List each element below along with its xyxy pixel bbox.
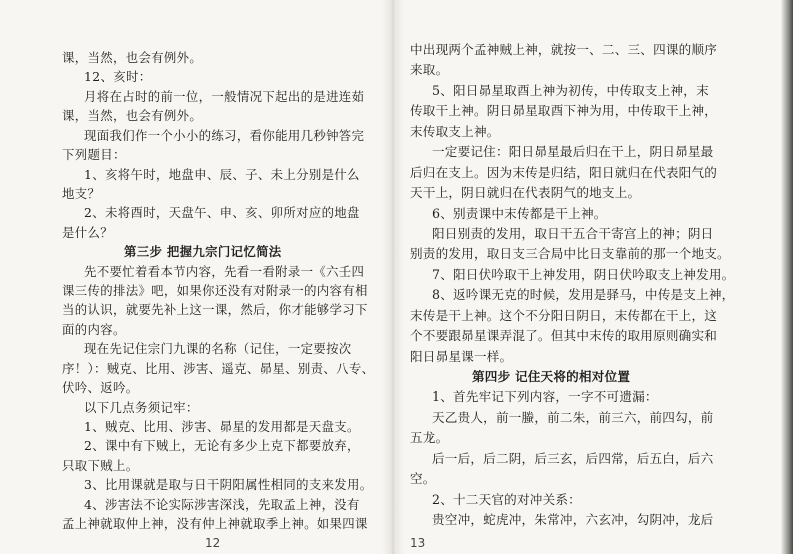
text-line: 先不要忙着看本节内容，先看一看附录一《六壬四 [84,263,365,279]
text-line: 传取干上神。阴日昴星取酉下神为用，中传取干上神， [410,103,718,119]
text-line: 别责的发用，取日支三合局中比日支靠前的那一个地支。 [410,246,730,262]
text-line: 现在先记住宗门九课的名称（记住，一定要按次 [84,341,352,357]
text-line: 12、亥时： [84,69,152,85]
text-line: 1、贼克、比用、涉害、昴星的发用都是天盘支。 [84,418,360,434]
text-line: 天干上，阴日就归在代表阴气的地支上。 [410,185,641,200]
text-line: 后归在支上。因为末传是归结，阳日就归在代表阳气的 [410,164,718,180]
text-line: 贵空冲，蛇虎冲，朱常冲，六玄冲，勾阴冲，龙后 [432,512,714,527]
text-line: 课，当然，也会有例外。 [62,50,203,65]
text-line: 后一后，后二阴，后三玄，后四常，后五白，后六 [432,450,714,466]
text-line: 当的认识，就要先补上这一课，然后，你才能够学习下 [62,302,368,318]
section-heading: 第四步 记住天将的相对位置 [472,369,631,384]
text-line: 地支？ [62,185,101,201]
text-line: 空。 [410,471,436,487]
book-gutter [382,0,404,554]
left-page [62,0,375,554]
text-line: 1、首先牢记下列内容，一字不可遗漏： [432,389,658,405]
text-line: 来取。 [410,62,449,78]
text-line: 面的内容。 [62,321,126,337]
text-line: 是什么？ [62,224,113,240]
text-line: 4、涉害法不论实际涉害深浅，先取孟上神，没有 [84,496,360,512]
text-line: 2、课中有下贼上，无论有多少上克下都要放弃， [84,438,360,454]
text-line: 末传是干上神。这个不分阳日阴日，末传都在干上，这 [410,307,718,323]
text-line: 以下几点务须记牢： [84,399,199,415]
text-line: 孟上神就取仲上神，没有仲上神就取季上神。如果四课 [62,516,368,531]
text-line: 2、十二天官的对冲关系： [432,491,581,507]
text-line: 序！）：贼克、比用、涉害、遥克、昴星、别责、八专、 [62,360,375,376]
text-line: 8、返吟课无克的时候，发用是驿马，中传是支上神， [432,287,735,303]
text-line: 2、未将酉时，天盘午、申、亥、卯所对应的地盘 [84,205,360,221]
text-line: 7、阳日伏吟取干上神发用，阴日伏吟取支上神发用。 [432,266,735,282]
text-line: 课三传的排法》吧，如果你还没有对附录一的内容有相 [62,283,368,298]
text-line: 末传取支上神。 [410,123,500,139]
text-line: 现面我们作一个小小的练习，看你能用几秒钟答完 [84,127,365,143]
text-line: 1、亥将午时，地盘申、辰、子、未上分别是什么 [84,166,360,182]
text-line: 伏吟、返吟。 [62,380,139,396]
text-line: 天乙贵人，前一螣，前二朱，前三六，前四勾，前 [432,409,714,425]
text-line: 只取下贼上。 [62,457,139,473]
section-heading: 第三步 把握九宗门记忆简法 [124,244,282,260]
text-line: 中出现两个孟神贼上神，就按一、二、三、四课的顺序 [410,42,718,57]
page-number-right: 13 [410,536,426,550]
text-line: 一定要记住：阳日昴星最后归在干上，阴日昴星最 [432,144,714,160]
text-line: 五龙。 [410,430,449,446]
right-page [410,0,735,554]
text-line: 6、别责课中末传都是干上神。 [432,205,607,221]
text-line: 阳日别责的发用，取日干五合干寄宫上的神；阴日 [432,225,714,241]
text-line: 5、阳日昴星取酉上神为初传，中传取支上神，末 [432,82,709,98]
page-edge-shadow [781,0,793,554]
page-number-left: 12 [205,536,221,550]
text-line: 月将在占时的前一位，一般情况下起出的是进连茹 [84,88,365,104]
text-line: 下列题目： [62,147,126,163]
text-line: 阳日昴星课一样。 [410,348,513,364]
text-line: 课，当然，也会有例外。 [62,108,203,124]
text-line: 3、比用课就是取与日干阴阳属性相同的支来发用。 [84,477,373,493]
text-line: 个不要跟昴星课弄混了。但其中末传的取用原则确实和 [410,328,718,344]
